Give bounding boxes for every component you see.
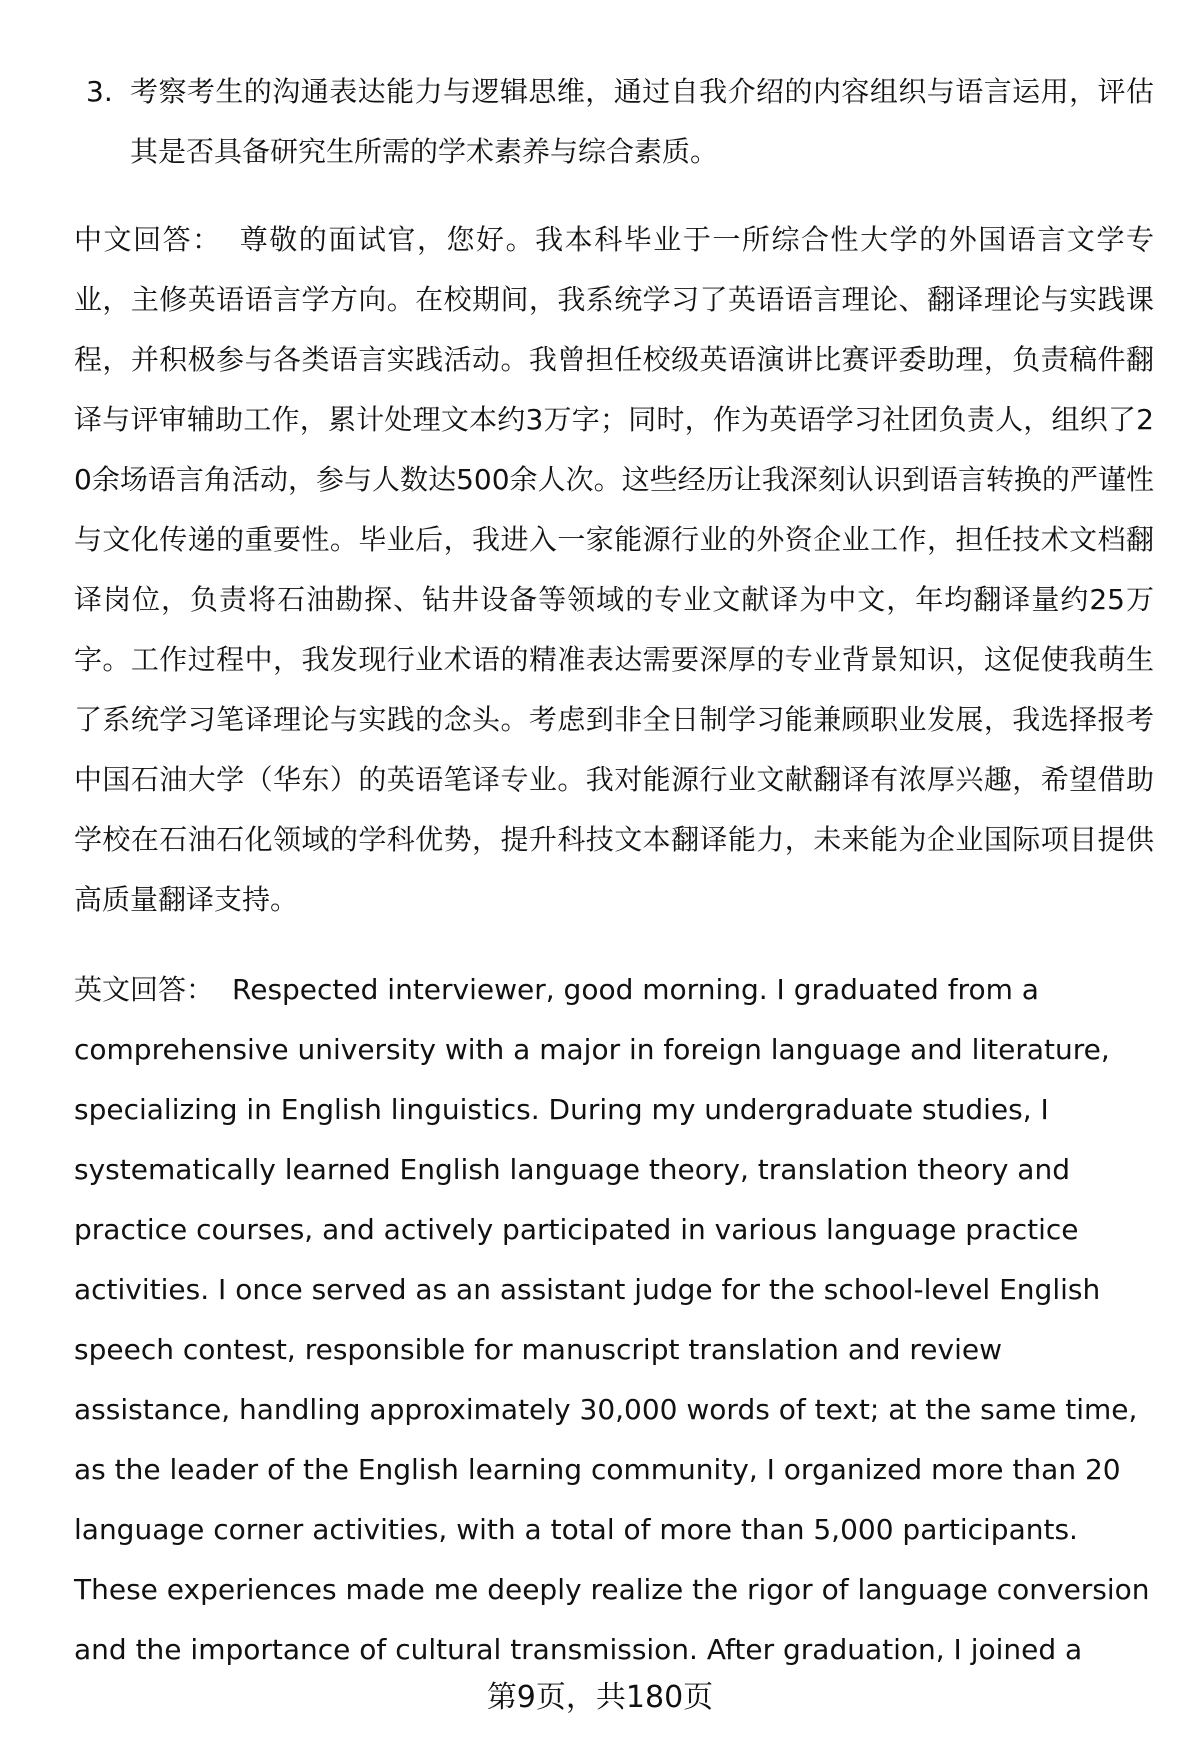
english-answer-text: Respected interviewer, good morning. I graduated from a comprehensive university with a major in foreign language and literature, specializing in English linguistics. During my undergraduate studies, I systematically learned English language theory, translation theory and practice courses, and actively participated in various language practice activities. I once served as an assistant judge for the school-level English speech contest, responsible for manuscript translation and review assistance, handling approximately 30,000 words of text; at the same time, as the leader of the English learning community, I organized more than 20 language corner activities, with a total of more than 5,000 participants. These experiences made me deeply realize the rigor of language conversion and the importance of cultural transmission. After graduation, I joined a bbox=[74, 973, 1150, 1666]
english-answer-paragraph bbox=[74, 960, 1154, 1680]
english-answer-label: 英文回答： bbox=[74, 973, 215, 1006]
list-item-number: 3. bbox=[86, 75, 113, 108]
list-item bbox=[86, 62, 1154, 182]
page-footer bbox=[0, 1678, 1200, 1718]
page-content bbox=[74, 62, 1154, 1708]
chinese-answer-paragraph bbox=[74, 210, 1154, 930]
chinese-answer-text: 尊敬的面试官，您好。我本科毕业于一所综合性大学的外国语言文学专业，主修英语语言学方向。在校期间，我系统学习了英语语言理论、翻译理论与实践课程，并积极参与各类语言实践活动。我曾担任校级英语演讲比赛评委助理，负责稿件翻译与评审辅助工作，累计处理文本约3万字；同时，作为英语学习社团负责人，组织了20余场语言角活动，参与人数达500余人次。这些经历让我深刻认识到语言转换的严谨性与文化传递的重要性。毕业后，我进入一家能源行业的外资企业工作，担任技术文档翻译岗位，负责将石油勘探、钻井设备等领域的专业文献译为中文，年均翻译量约25万字。工作过程中，我发现行业术语的精准表达需要深厚的专业背景知识，这促使我萌生了系统学习笔译理论与实践的念头。考虑到非全日制学习能兼顾职业发展，我选择报考中国石油大学（华东）的英语笔译专业。我对能源行业文献翻译有浓厚兴趣，希望借助学校在石油石化领域的学科优势，提升科技文本翻译能力，未来能为企业国际项目提供高质量翻译支持。 bbox=[74, 223, 1154, 916]
chinese-answer-label: 中文回答： bbox=[74, 223, 222, 256]
list-item-text: 考察考生的沟通表达能力与逻辑思维，通过自我介绍的内容组织与语言运用，评估其是否具备研究生所需的学术素养与综合素质。 bbox=[130, 75, 1154, 168]
page-indicator: 第9页，共180页 bbox=[486, 1680, 714, 1715]
